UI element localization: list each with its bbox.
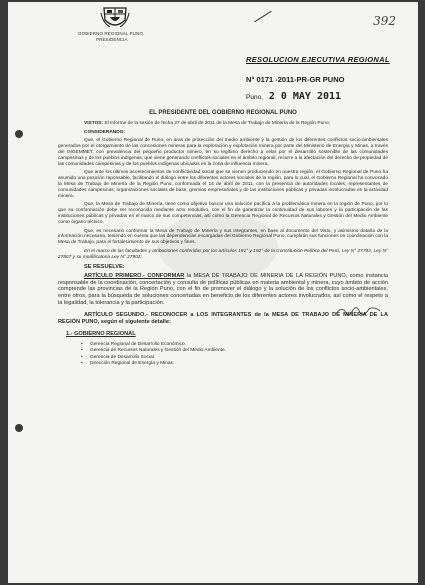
vistos-text: El Informe de la sesión de fecha 27 de abril de 2011 de la Mesa de Trabajo de Minería de la Región Puno; (104, 120, 330, 126)
considerando-paragraph: Que, la Mesa de Trabajo de Minería, tiene como objetivo buscar una solución pacífica a la problemática minera en la región de Puno, por lo que su conformación debe ser reconocida mediante acto resolutivo, con el fin de garantizar la continuidad de sus labores y la participación de las instituciones públicas y privadas en el marco de sus competencias, así como la Gerencia Regional de Recursos Naturales y Gestión del Medio Ambiente como órgano técnico. (58, 202, 388, 225)
header-office: PRESIDENCIA (96, 37, 128, 42)
section-regional-government-title: 1.- GOBIERNO REGIONAL (66, 331, 136, 338)
punch-hole-lower (15, 424, 23, 432)
vistos-paragraph (58, 121, 388, 127)
legal-basis-paragraph: En el marco de las facultades y atribuciones conferidas por los artículos 191° y 192° de la Constitución Política del Perú, Ley N° 27783, Ley N° 27867 y su modificatoria Ley N° 27902; (58, 248, 388, 260)
considerando-label: CONSIDERANDO: (84, 129, 126, 135)
date-prefix: Puno, (246, 94, 263, 101)
article-one-label: ARTÍCULO PRIMERO.- CONFORMAR (84, 273, 185, 280)
list-item: • Gerencia Regional de Desarrollo Económico. (90, 342, 388, 348)
list-item: • Gerencia de Recursos Naturales y Gestión del Medio Ambiente. (90, 348, 388, 354)
list-item: • Gerencia de Desarrollo Social. (90, 355, 388, 361)
resolution-title: RESOLUCION EJECUTIVA REGIONAL (246, 55, 390, 64)
considerando-paragraph: Que, el Gobierno Regional de Puno, en aras de protección del medio ambiente y la gestión de los diferentes conflictos socio-ambientales generados por el otorgamiento de las concesiones mineras para la exploración y explotación minera por parte del Ministerio de Energía y Minas, a través del INGEMMET, con prevalencia del pequeño productor minero, en su legítimo derecho a velar por el desarrollo sostenible de las comunidades campesinas y de los pueblos indígenas, que viene generando conflictos sociales en el ámbito regional, recurre a la afectación del derecho de propiedad de las comunidades campesinas y de los pueblos indígenas ubicados en la zona de influencia minera. (58, 138, 388, 167)
considerando-paragraph: Que, es necesario conformar la Mesa de Trabajo de Minería y sus integrantes, en base al documento del Visto, y asimismo dotarla de la información necesaria, teniendo en cuenta que las dependencias encargadas del Gobierno Regional Puno, cumplirán sus funciones en coordinación con la Mesa de Trabajo, para el fortalecimiento de sus objetivos y fines. (58, 228, 388, 246)
presidency-heading: EL PRESIDENTE DEL GOBIERNO REGIONAL PUNO (149, 110, 297, 116)
considerando-paragraph: Que ante los últimos acontecimientos de conflictividad social que se vienen produciendo en nuestra región, el Gobierno Regional de Puno ha asumido una posición reponsable, facilitando el diálogo entre los diferentes actores sociales de la región, para lo cual, el Gobierno Regional ha convocado la Mesa de Trabajo de Minería de la Región Puno, conformada el 14 de abril de 2011, con la presencia de autoridades locales, representantes de comunidades campesinas, organizaciones sociales de base, gremios empresariales y de las instituciones públicas y privadas involucradas en la actividad minera. (58, 170, 388, 199)
resolution-number: N° 0171 -2011-PR-GR PUNO (246, 75, 345, 84)
document-body (58, 111, 388, 368)
peru-coat-of-arms-icon (100, 5, 130, 31)
article-one-text: la MESA DE TRABAJO DE MINERIA DE LA REGIÓN PUNO, como instancia responsable de la coordinación, concertación y consulta de políticas públicas en materia ambiental y minera, cuyo ámbito de acción comprende las provincias de la Región Puno, con el fin de promover el diálogo y la solución de los conflictos socio-ambientales, entre otros, para la búsqueda de soluciones concertadas en beneficio de los diferentes actores involucrados, así como el respeto a la legalidad, la tolerancia y la participación. (58, 273, 388, 306)
pen-mark (254, 11, 271, 22)
vistos-label: VISTOS: (84, 120, 104, 126)
article-one-paragraph (58, 273, 388, 306)
document-page (8, 2, 418, 583)
resolution-date (246, 91, 341, 102)
punch-hole-upper (15, 130, 23, 138)
header-institution: GOBIERNO REGIONAL PUNO (78, 31, 144, 36)
considerando-label-row (58, 130, 388, 136)
section-regional-government-list (58, 342, 388, 368)
article-two-paragraph: ARTÍCULO SEGUNDO.- RECONOCER a LOS INTEGRANTES de la MESA DE TRABAJO DE MINERIA DE LA REGIÓN PUNO, según el siguiente detalle: (58, 312, 388, 325)
se-resuelve-label: SE RESUELVE: (84, 263, 125, 270)
list-item: • Dirección Regional de Energía y Minas. (90, 361, 388, 367)
handwritten-page-number: 392 (373, 14, 396, 28)
date-stamp: 2 0 MAY 2011 (268, 91, 342, 102)
